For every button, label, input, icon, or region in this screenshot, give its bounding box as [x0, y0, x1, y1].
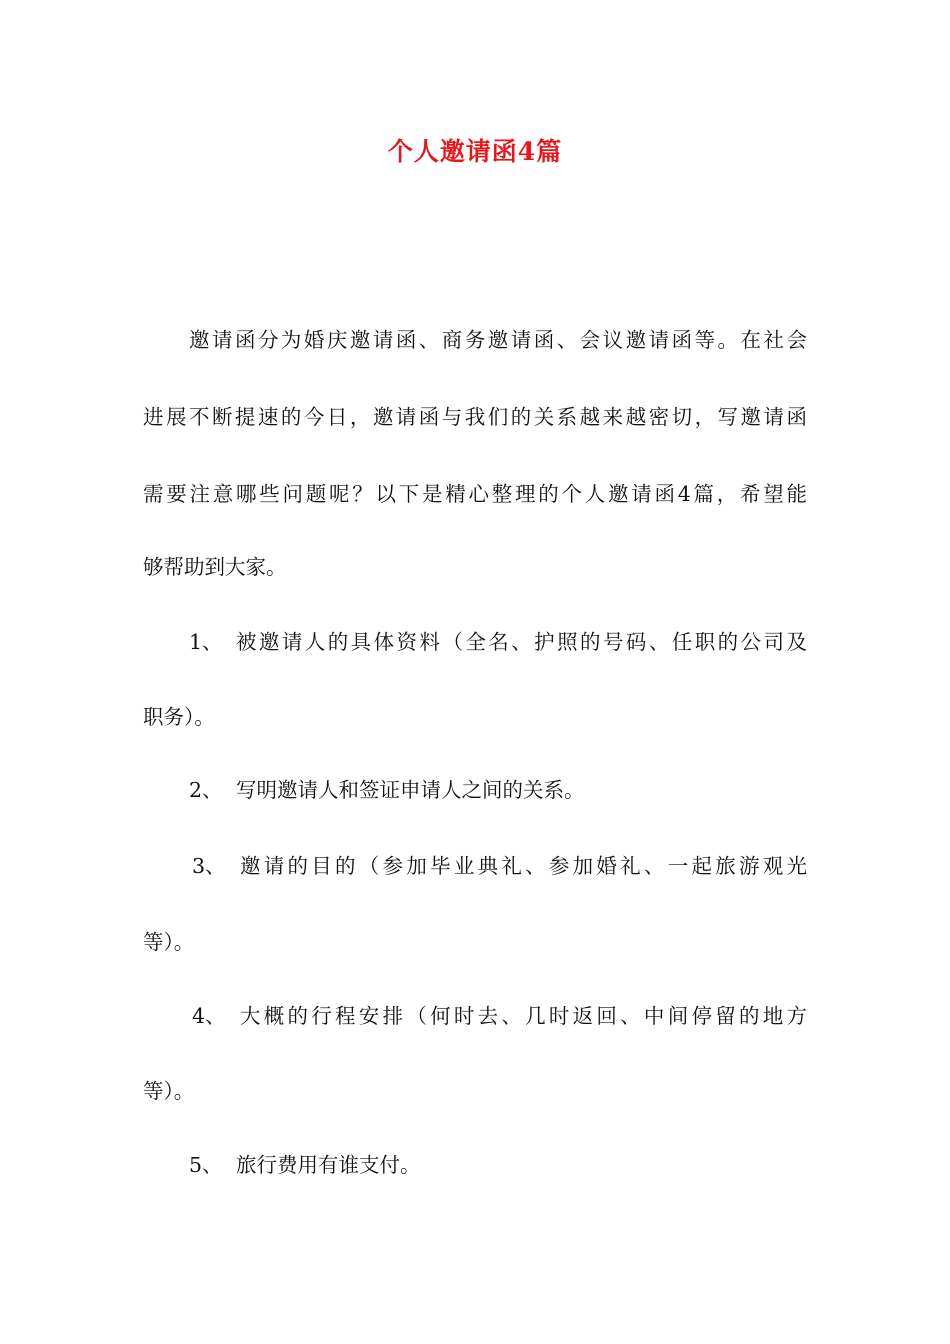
list-item-5-line-1: 旅行费用有谁支付。: [236, 1153, 421, 1177]
intro-line-1: 邀请函分为婚庆邀请函、商务邀请函、会议邀请函等。在社会: [189, 328, 807, 352]
document-title: 个人邀请函4篇: [387, 137, 563, 166]
list-item-1-line-2: 职务）。: [143, 705, 215, 729]
list-item-5-number: 5、: [189, 1153, 223, 1177]
intro-line-4: 够帮助到大家。: [143, 555, 287, 579]
list-item-4-line-1: 大概的行程安排（何时去、几时返回、中间停留的地方: [240, 1004, 807, 1028]
list-item-4-number: 4、: [192, 1004, 226, 1028]
list-item-1-line-1: 被邀请人的具体资料（全名、护照的号码、任职的公司及: [236, 630, 807, 654]
intro-line-2: 进展不断提速的今日，邀请函与我们的关系越来越密切，写邀请函: [143, 405, 807, 429]
list-item-4-line-2: 等）。: [143, 1079, 195, 1103]
list-item-3-line-1: 邀请的目的（参加毕业典礼、参加婚礼、一起旅游观光: [240, 854, 807, 878]
list-item-3-number: 3、: [192, 854, 226, 878]
list-item-1-number: 1、: [189, 630, 223, 654]
list-item-2-line-1: 写明邀请人和签证申请人之间的关系。: [236, 778, 585, 802]
list-item-2-number: 2、: [189, 778, 223, 802]
intro-line-3: 需要注意哪些问题呢？以下是精心整理的个人邀请函4篇，希望能: [143, 482, 807, 506]
list-item-3-line-2: 等）。: [143, 930, 195, 954]
